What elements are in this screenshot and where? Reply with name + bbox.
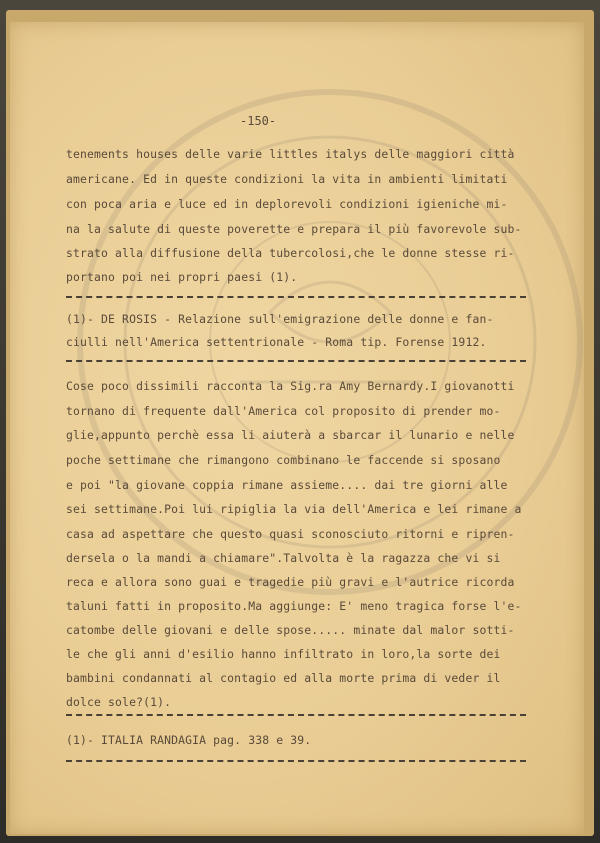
separator-line bbox=[66, 714, 526, 716]
text-line: taluni fatti in proposito.Ma aggiunge: E' meno tragica forse l'e- bbox=[66, 599, 522, 613]
text-line: glie,appunto perchè essa li aiuterà a sbarcar il lunario e nelle bbox=[66, 428, 515, 442]
text-line: sei settimane.Poi lui ripiglia la via dell'America e lei rimane a bbox=[66, 502, 522, 516]
separator-line bbox=[66, 760, 526, 762]
text-line: poche settimane che rimangono combinano le faccende si sposano bbox=[66, 453, 501, 467]
text-line: dolce sole?(1). bbox=[66, 695, 172, 709]
separator-line bbox=[66, 296, 526, 298]
separator-line bbox=[66, 360, 526, 362]
text-line: portano poi nei propri paesi (1). bbox=[66, 270, 298, 284]
text-line: tornano di frequente dall'America col proposito di prender mo- bbox=[66, 404, 501, 418]
text-line: bambini condannati al contagio ed alla morte prima di veder il bbox=[66, 671, 501, 685]
text-line: casa ad aspettare che questo quasi sconosciuto ritorni e ripren- bbox=[66, 527, 515, 541]
footnote-line: ciulli nell'America settentrionale - Roma tip. Forense 1912. bbox=[66, 335, 487, 349]
text-line: dersela o la mandi a chiamare".Talvolta è la ragazza che vi si bbox=[66, 551, 501, 565]
text-line: reca e allora sono guai e tragedie più gravi e l'autrice ricorda bbox=[66, 575, 515, 589]
text-line: con poca aria e luce ed in deplorevoli condizioni igieniche mi- bbox=[66, 197, 508, 211]
text-line: le che gli anni d'esilio hanno infiltrato in loro,la sorte dei bbox=[66, 647, 501, 661]
text-line: americane. Ed in queste condizioni la vita in ambienti limitati bbox=[66, 172, 508, 186]
text-line: tenements houses delle varie littles italys delle maggiori città bbox=[66, 147, 515, 161]
footnote-line: (1)- ITALIA RANDAGIA pag. 338 e 39. bbox=[66, 733, 312, 747]
text-line: strato alla diffusione della tubercolosi,che le donne stesse ri- bbox=[66, 246, 515, 260]
text-line: e poi "la giovane coppia rimane assieme.... dai tre giorni alle bbox=[66, 478, 508, 492]
footnote-line: (1)- DE ROSIS - Relazione sull'emigrazione delle donne e fan- bbox=[66, 312, 494, 326]
text-line: catombe delle giovani e delle spose..... minate dal malor sotti- bbox=[66, 623, 515, 637]
text-line: na la salute di queste poverette e prepara il più favorevole sub- bbox=[66, 222, 522, 236]
text-line: Cose poco dissimili racconta la Sig.ra Amy Bernardy.I giovanotti bbox=[66, 379, 515, 393]
page-number: -150- bbox=[240, 114, 277, 128]
